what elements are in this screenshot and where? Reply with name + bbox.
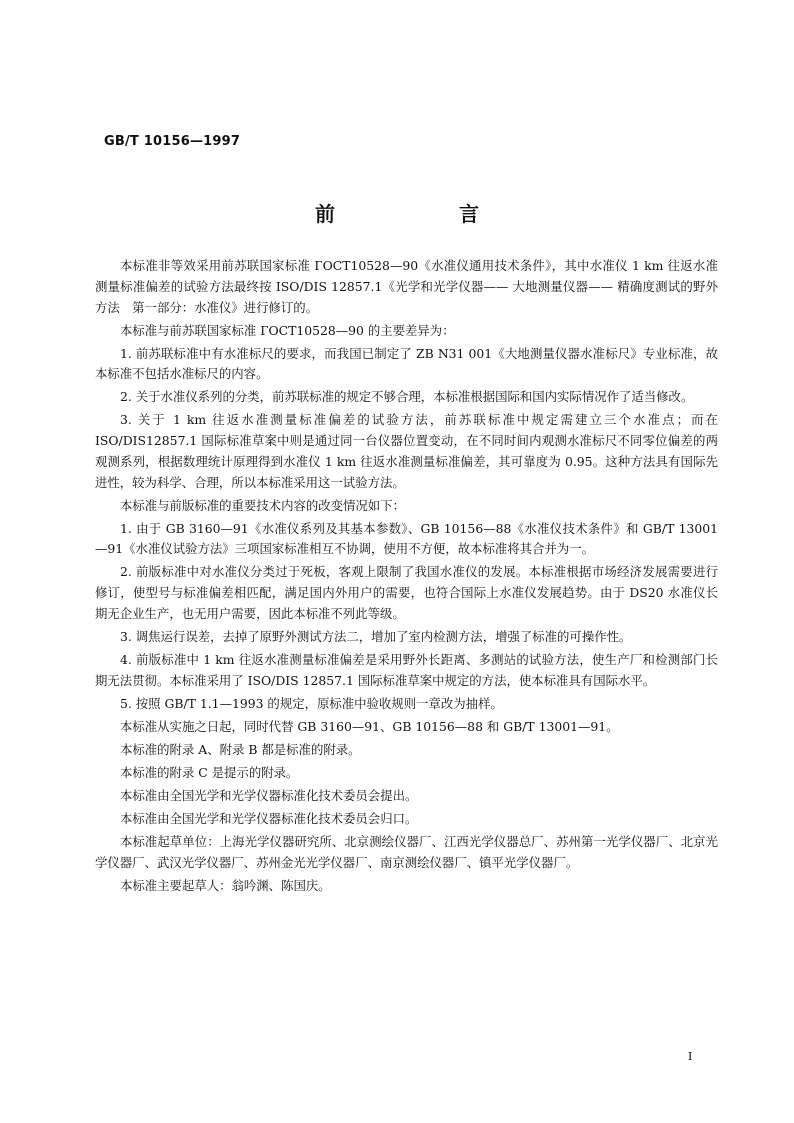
paragraph: 本标准主要起草人：翁吟渊、陈国庆。 [120,877,331,893]
paragraph: 3. 关于 1 km 往返水准测量标准偏差的试验方法，前苏联标准中规定需建立三个水准点；而在 ISO/DIS12857.1 国际标准草案中则是通过同一台仪器位置变动，在不同时间内观测水准标尺不同零位偏差的两观测系列，根据数理统计原理得到水准仪 1 km 往返水准测量标准偏差，其可靠度为 0.95。这种方法具有国际先进性，较为科学、合理，所以本标准采用这一试验方法。 [95,412,718,490]
paragraph: 本标准与前版标准的重要技术内容的改变情况如下： [120,497,405,513]
paragraph: 1. 由于 GB 3160—91《水准仪系列及其基本参数》、GB 10156—88《水准仪技术条件》和 GB/T 13001—91《水准仪试验方法》三项国家标准相互不协调，使用不方便，故本标准将其合并为一。 [95,520,718,557]
standard-code: GB/T 10156—1997 [104,134,241,149]
paragraph: 1. 前苏联标准中有水准标尺的要求，而我国已制定了 ZB N31 001《大地测量仪器水准标尺》专业标准，故本标准不包括水准标尺的内容。 [95,345,718,382]
paragraph: 2. 前版标准中对水准仪分类过于死板，客观上限制了我国水准仪的发展。本标准根据市场经济发展需要进行修订，使型号与标准偏差相匹配，满足国内外用户的需要，也符合国际上水准仪发展趋势。由于 DS20 水准仪长期无企业生产，也无用户需要，因此本标准不列此等级。 [95,564,718,622]
paragraph: 本标准起草单位：上海光学仪器研究所、北京测绘仪器厂、江西光学仪器总厂、苏州第一光学仪器厂、北京光学仪器厂、武汉光学仪器厂、苏州金光光学仪器厂、南京测绘仪器厂、镇平光学仪器厂。 [95,833,718,870]
paragraph: 本标准从实施之日起，同时代替 GB 3160—91、GB 10156—88 和 GB/T 13001—91。 [120,718,619,734]
paragraph: 本标准与前苏联国家标准 ГОСТ10528—90 的主要差异为： [120,322,455,338]
page-title: 前 言 [315,202,531,226]
paragraph: 本标准由全国光学和光学仪器标准化技术委员会归口。 [120,810,418,826]
page-number: I [688,1050,693,1063]
paragraph: 5. 按照 GB/T 1.1—1993 的规定，原标准中验收规则一章改为抽样。 [120,695,503,711]
paragraph: 本标准由全国光学和光学仪器标准化技术委员会提出。 [120,787,418,803]
paragraph: 本标准非等效采用前苏联国家标准 ГОСТ10528—90《水准仪通用技术条件》，其中水准仪 1 km 往返水准测量标准偏差的试验方法最终按 ISO/DIS 12857.1《光学和光学仪器—— 大地测量仪器—— 精确度测试的野外方法 第一部分：水准仪》进行修订的。 [95,258,718,315]
paragraph: 2. 关于水准仪系列的分类，前苏联标准的规定不够合理，本标准根据国际和国内实际情况作了适当修改。 [120,389,694,405]
paragraph: 3. 调焦运行误差，去掉了原野外测试方法二，增加了室内检测方法，增强了标准的可操作性。 [120,629,632,645]
paragraph: 4. 前版标准中 1 km 往返水准测量标准偏差是采用野外长距离、多测站的试验方法，使生产厂和检测部门长期无法贯彻。本标准采用了 ISO/DIS 12857.1 国际标准草案中规定的方法，使本标准具有国际水平。 [95,652,718,688]
paragraph: 本标准的附录 C 是提示的附录。 [120,764,299,780]
paragraph: 本标准的附录 A、附录 B 都是标准的附录。 [120,741,361,757]
foreword-body [95,256,718,898]
